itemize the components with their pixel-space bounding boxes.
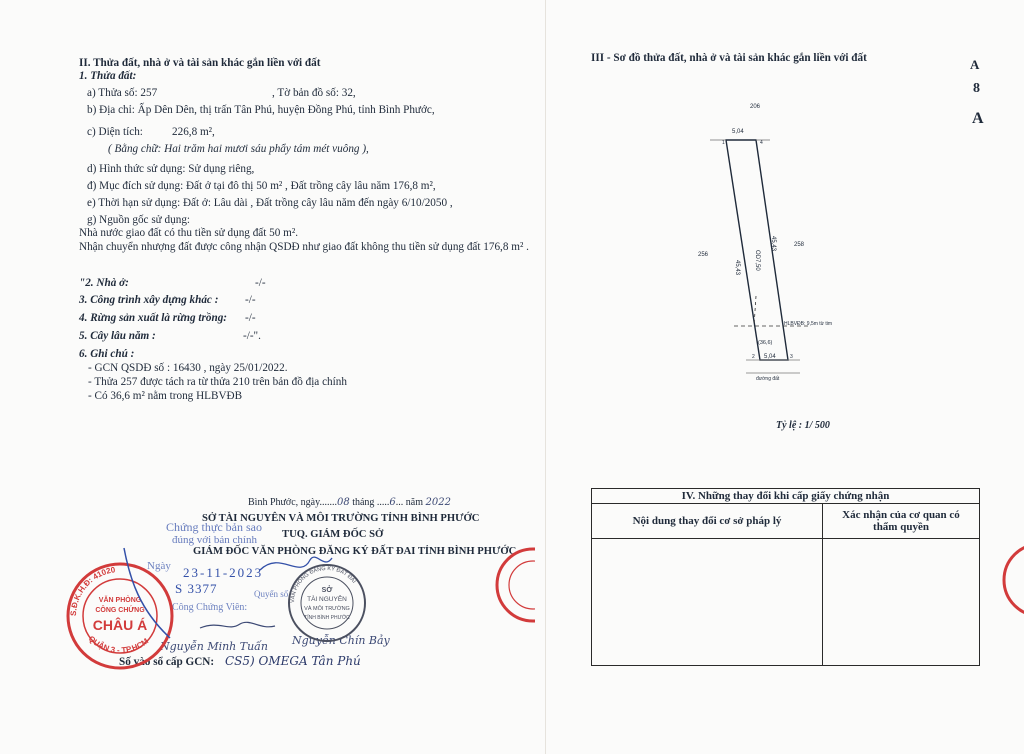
copy-book: Quyển số bbox=[254, 589, 289, 599]
area-label: c) Diện tích: bbox=[87, 126, 143, 138]
land-heading: 1. Thửa đất: bbox=[79, 70, 137, 82]
house-label: "2. Nhà ở: bbox=[79, 277, 129, 289]
notary-label: Công Chứng Viên: bbox=[172, 602, 248, 613]
changes-col-content-label: Nội dung thay đổi cơ sở pháp lý bbox=[632, 515, 782, 527]
notary-stamp-mid2: CÔNG CHỨNG bbox=[95, 607, 145, 614]
corner-3: 3 bbox=[790, 354, 793, 360]
forest-label: 4. Rừng sản xuất là rừng trồng: bbox=[79, 312, 228, 324]
section-ii-title: II. Thửa đất, nhà ở và tài sản khác gắn liền với đất bbox=[79, 57, 321, 69]
origin-line-1: Nhà nước giao đất có thu tiền sử dụng đất 50 m². bbox=[79, 227, 299, 239]
land-office-stamp-4: TỈNH BÌNH PHƯỚC bbox=[304, 615, 350, 621]
parcel-number: a) Thửa số: 257 bbox=[87, 87, 158, 99]
registry-label: Số vào sổ cấp GCN: bbox=[119, 656, 215, 668]
area-in-words: ( Bằng chữ: Hai trăm hai mươi sáu phẩy tám mét vuông ), bbox=[108, 143, 369, 155]
origin-line-2: Nhận chuyển nhượng đất được công nhận QSDĐ như giao đất không thu tiền sử dụng đất 176,8 m² . bbox=[79, 241, 529, 253]
inner-label: OD7,50 bbox=[754, 250, 760, 271]
map-number: , Tờ bản đồ số: 32, bbox=[272, 87, 356, 99]
perennial-label: 5. Cây lâu năm : bbox=[79, 330, 156, 342]
tuq-title: TUQ. GIÁM ĐỐC SỞ bbox=[282, 529, 384, 540]
hlbvdb-label: HLBVĐB: 9,5m từ tim bbox=[784, 321, 833, 327]
changes-table bbox=[591, 488, 980, 666]
changes-col-confirm-line-1: Xác nhận của cơ quan có bbox=[842, 509, 960, 521]
issue-date bbox=[248, 496, 451, 509]
construction-value: -/- bbox=[245, 294, 256, 306]
changes-confirm-cell bbox=[823, 539, 980, 666]
signer-name: Nguyễn Chín Bảy bbox=[292, 634, 390, 647]
land-office-stamp-2: TÀI NGUYÊN bbox=[307, 596, 347, 603]
notary-stamp-top: S.Đ.K.H.Đ: 41020 bbox=[68, 565, 116, 617]
perennial-value: -/-". bbox=[243, 330, 261, 342]
registry-value: CS5) OMEGA Tân Phú bbox=[225, 654, 361, 668]
side-mark-low: A bbox=[972, 110, 984, 127]
notary-stamp-mid1: VĂN PHÒNG bbox=[98, 597, 142, 604]
edge-stamp-left-page bbox=[485, 545, 535, 625]
section-iii-title: III - Sơ đồ thửa đất, nhà ở và tài sản khác gắn liền với đất bbox=[591, 52, 867, 64]
copy-stamp-line-2: đúng với bản chính bbox=[172, 534, 257, 546]
construction-label: 3. Công trình xây dựng khác : bbox=[79, 294, 219, 306]
side-mark-top: A bbox=[970, 57, 980, 72]
changes-col-content bbox=[592, 504, 823, 539]
note-2: - Thửa 257 được tách ra từ thửa 210 trên bản đồ địa chính bbox=[88, 376, 347, 388]
usage-term: e) Thời hạn sử dụng: Đất ở: Lâu dài , Đất trồng cây lâu năm đến ngày 6/10/2050 , bbox=[87, 197, 453, 209]
hlb-area: (36,6) bbox=[758, 340, 773, 346]
side-mark-mid: 8 bbox=[973, 81, 980, 96]
changes-content-cell bbox=[592, 539, 823, 666]
copy-stamp-line-1: Chứng thực bản sao bbox=[166, 520, 262, 534]
director-title: GIÁM ĐỐC VĂN PHÒNG ĐĂNG KÝ ĐẤT ĐAI TỈNH BÌNH PHƯỚC bbox=[193, 546, 517, 557]
road-label: đường đất bbox=[756, 376, 780, 382]
usage-form: d) Hình thức sử dụng: Sử dụng riêng, bbox=[87, 163, 255, 175]
corner-2: 2 bbox=[752, 354, 755, 360]
area-value: 226,8 m², bbox=[172, 126, 215, 138]
notary-stamp-name: CHÂU Á bbox=[92, 617, 148, 633]
changes-table-title: IV. Những thay đổi khi cấp giấy chứng nhận bbox=[592, 489, 980, 504]
scale-label: Tỷ lệ : 1/ 500 bbox=[776, 420, 830, 431]
corner-4: 4 bbox=[760, 140, 763, 146]
date-day: 08 bbox=[336, 497, 350, 508]
date-prefix: Bình Phước, ngày....... bbox=[248, 497, 337, 508]
notes-label: 6. Ghi chú : bbox=[79, 348, 135, 360]
usage-purpose: đ) Mục đích sử dụng: Đất ở tại đô thị 50 m² , Đất trồng cây lâu năm 176,8 m², bbox=[87, 180, 436, 192]
top-width: 5,04 bbox=[732, 129, 744, 135]
origin-label: g) Nguồn gốc sử dụng: bbox=[87, 214, 191, 226]
note-3: - Có 36,6 m² nằm trong HLBVĐB bbox=[88, 390, 243, 402]
neighbor-left: 256 bbox=[698, 252, 709, 258]
changes-col-confirm bbox=[823, 504, 980, 539]
right-length: 45,43 bbox=[770, 236, 776, 252]
note-1: - GCN QSDĐ số : 16430 , ngày 25/01/2022. bbox=[88, 362, 288, 374]
changes-col-confirm-line-2: thẩm quyền bbox=[873, 521, 929, 533]
date-year-prefix: ... năm bbox=[395, 497, 426, 508]
date-mid: tháng ..... bbox=[349, 497, 390, 508]
neighbor-right: 258 bbox=[794, 242, 805, 248]
land-office-stamp-1: SỞ bbox=[321, 587, 333, 594]
address: b) Địa chỉ: Ấp Dên Dên, thị trấn Tân Phú, huyện Đồng Phú, tỉnh Bình Phước, bbox=[87, 104, 435, 116]
edge-stamp-right-page bbox=[1000, 540, 1024, 620]
department-name: SỞ TÀI NGUYÊN VÀ MÔI TRƯỜNG TỈNH BÌNH PHƯỚC bbox=[202, 513, 480, 524]
notary-name: Nguyễn Minh Tuấn bbox=[160, 640, 269, 653]
copy-number: S 3377 bbox=[175, 581, 218, 596]
corner-1: 1 bbox=[722, 140, 725, 146]
date-month: 6 bbox=[389, 497, 396, 508]
land-office-stamp-3: VÀ MÔI TRƯỜNG bbox=[304, 606, 350, 612]
notary-stamp-bottom: QUẬN 3 - TP.HCM bbox=[86, 634, 151, 655]
neighbor-top: 206 bbox=[750, 104, 761, 110]
land-office-stamp-ring: VĂN PHÒNG ĐĂNG KÝ ĐẤT ĐAI bbox=[289, 565, 357, 604]
forest-value: -/- bbox=[245, 312, 256, 324]
date-year: 2022 bbox=[425, 497, 451, 508]
left-length: 45,43 bbox=[734, 260, 740, 276]
parcel-diagram bbox=[690, 96, 870, 396]
page-fold bbox=[545, 0, 546, 754]
signature-marks bbox=[110, 540, 340, 650]
house-value: -/- bbox=[255, 277, 266, 289]
copy-day-label: Ngày bbox=[147, 560, 171, 572]
copy-date: 23-11-2023 bbox=[183, 565, 264, 580]
bottom-width: 5,04 bbox=[764, 354, 776, 360]
